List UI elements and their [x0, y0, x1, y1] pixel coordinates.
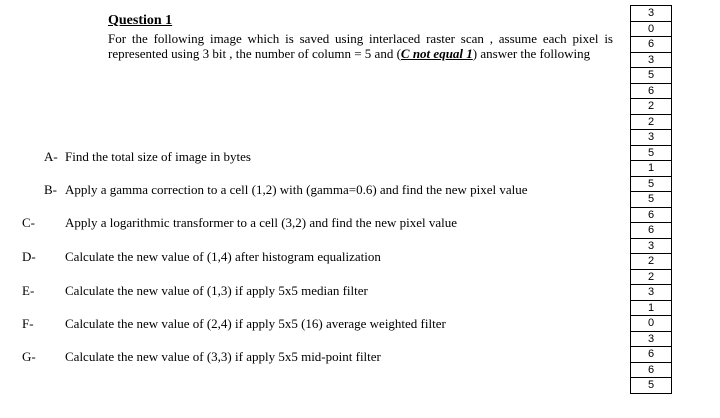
pixel-cell: 6	[631, 207, 672, 223]
task-text: Calculate the new value of (1,3) if apply 5x5 median filter	[65, 283, 368, 298]
task-d	[0, 249, 620, 265]
pixel-cell: 2	[631, 269, 672, 285]
task-text: Apply a logarithmic transformer to a cell (3,2) and find the new pixel value	[65, 215, 458, 230]
task-label: B-	[44, 182, 57, 197]
intro-text-part2: ) answer the following	[472, 46, 591, 61]
pixel-cell: 6	[631, 37, 672, 53]
pixel-cell: 6	[631, 223, 672, 239]
task-label: E-	[22, 283, 35, 298]
task-g	[0, 349, 620, 365]
task-text: Calculate the new value of (1,4) after histogram equalization	[65, 249, 381, 264]
intro-text-part1: For the following image which is saved using interlaced raster scan , assume each pixel is represented using 3 bit , the number of column = 5 and (	[108, 31, 613, 61]
pixel-cell: 5	[631, 68, 672, 84]
pixel-cell: 5	[631, 145, 672, 161]
pixel-cell: 1	[631, 161, 672, 177]
pixel-cell: 2	[631, 254, 672, 270]
pixel-cell: 2	[631, 114, 672, 130]
pixel-cell: 3	[631, 6, 672, 22]
task-e	[0, 283, 620, 299]
task-text: Calculate the new value of (3,3) if apply 5x5 mid-point filter	[65, 349, 381, 364]
task-a	[0, 149, 620, 165]
task-label: G-	[22, 349, 36, 364]
question-title: Question 1	[108, 13, 173, 28]
question-intro	[108, 31, 613, 61]
pixel-cell: 3	[631, 331, 672, 347]
task-label: A-	[44, 149, 58, 164]
task-label: C-	[22, 215, 35, 230]
task-f	[0, 316, 620, 332]
intro-condition: C not equal 1	[400, 46, 473, 61]
pixel-cell: 3	[631, 130, 672, 146]
pixel-cell: 0	[631, 21, 672, 37]
pixel-cell: 3	[631, 285, 672, 301]
pixel-cell: 3	[631, 238, 672, 254]
pixel-cell: 6	[631, 362, 672, 378]
pixel-values-column	[630, 5, 672, 394]
task-text: Calculate the new value of (2,4) if apply 5x5 (16) average weighted filter	[65, 316, 446, 331]
pixel-cell: 2	[631, 99, 672, 115]
pixel-cell: 5	[631, 378, 672, 394]
pixel-cell: 5	[631, 192, 672, 208]
pixel-cell: 5	[631, 176, 672, 192]
pixel-cell: 3	[631, 52, 672, 68]
task-text: Find the total size of image in bytes	[65, 149, 251, 164]
pixel-cell: 6	[631, 83, 672, 99]
pixel-cell: 6	[631, 347, 672, 363]
task-label: F-	[22, 316, 34, 331]
pixel-cell: 0	[631, 316, 672, 332]
task-b	[0, 182, 620, 198]
task-label: D-	[22, 249, 36, 264]
task-c	[0, 215, 620, 231]
task-text: Apply a gamma correction to a cell (1,2) with (gamma=0.6) and find the new pixel value	[65, 182, 528, 197]
pixel-cell: 1	[631, 300, 672, 316]
